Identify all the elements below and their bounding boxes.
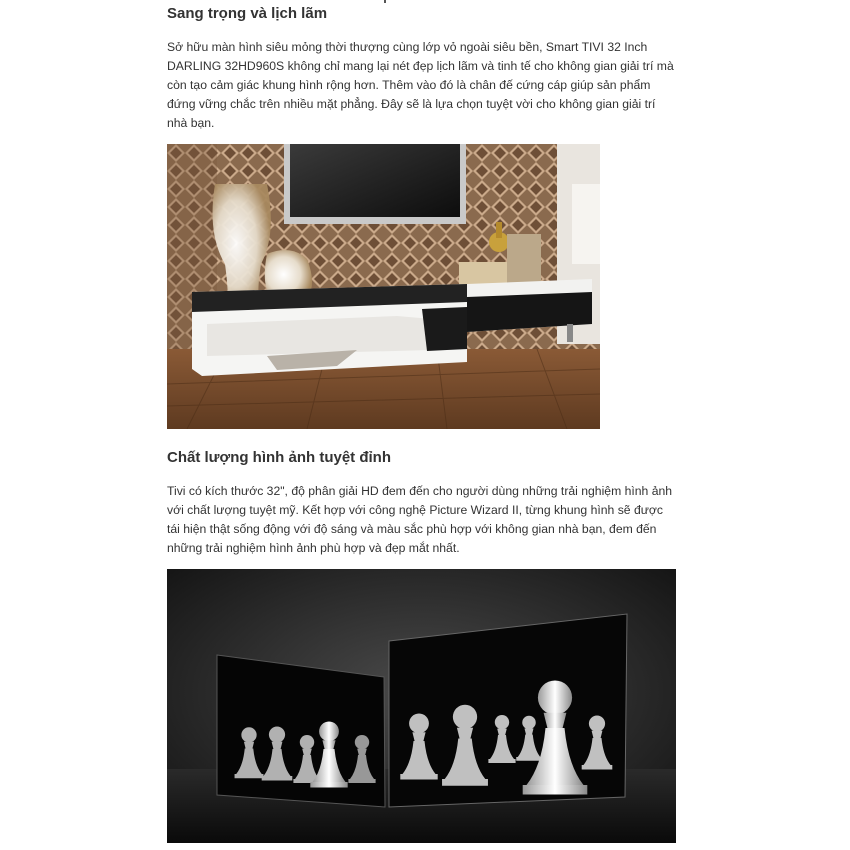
- living-room-tv-photo: [167, 144, 600, 429]
- cropped-content-fragment: [356, 0, 386, 3]
- section-paragraph-elegance: Sở hữu màn hình siêu mỏng thời thượng cùng lớp vỏ ngoài siêu bền, Smart TIVI 32 Inch DARLING 32HD960S không chỉ mang lại nét đẹp lịch lãm và tinh tế cho không gian giải trí mà còn tạo cảm giác khung hình rộng hơn. Thêm vào đó là chân đế cứng cáp giúp sản phẩm đứng vững chắc trên nhiều mặt phẳng. Đây sẽ là lựa chọn tuyệt vời cho không gian giải trí nhà bạn.: [167, 40, 674, 130]
- chess-pieces-screens-photo: [167, 569, 676, 843]
- section-heading-elegance: Sang trọng và lịch lãm: [167, 5, 328, 22]
- section-paragraph-picture-quality: Tivi có kích thước 32", độ phân giải HD đem đến cho người dùng những trải nghiệm hình ảnh với chất lượng tuyệt mỹ. Kết hợp với công nghệ Picture Wizard II, từng khung hình sẽ được tái hiện thật sống động với độ sáng và màu sắc phù hợp với không gian nhà bạn, đem đến những trải nghiệm hình ảnh phù hợp và đẹp mắt nhất.: [167, 484, 673, 555]
- section-heading-picture-quality: Chất lượng hình ảnh tuyệt đỉnh: [167, 449, 392, 466]
